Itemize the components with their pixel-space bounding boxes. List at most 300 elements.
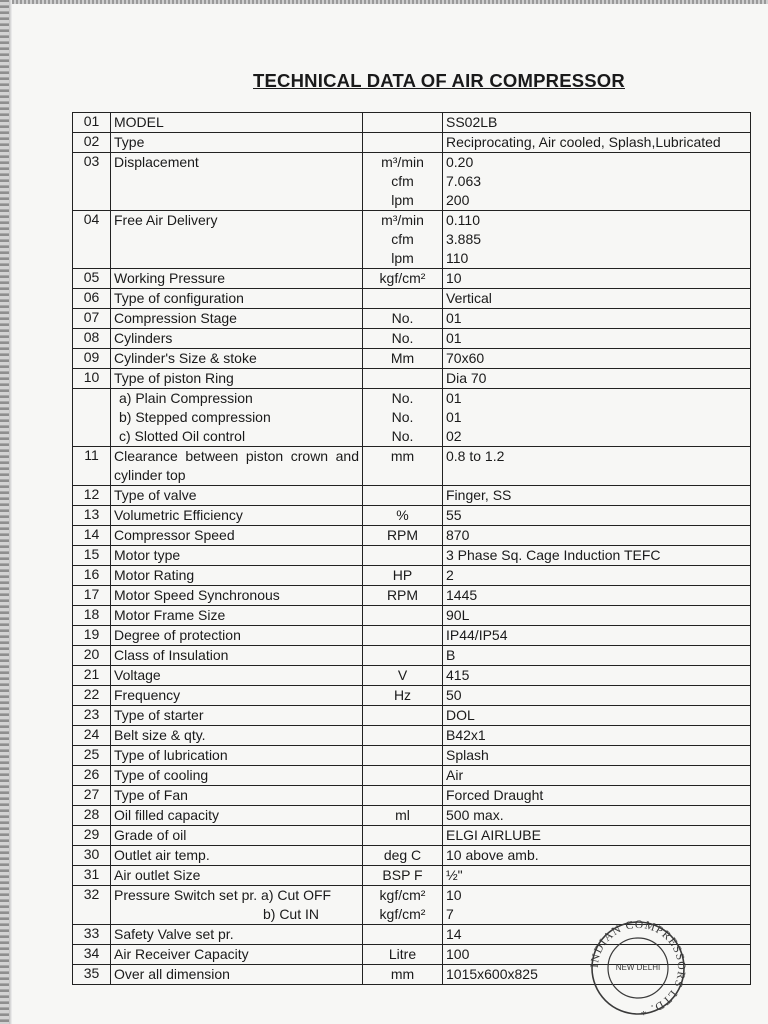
parameter-label: Type of valve [114, 487, 197, 503]
unit-cell [363, 666, 443, 686]
unit-cell [363, 309, 443, 329]
parameter-cell [111, 766, 363, 786]
row-number: 01 [73, 113, 111, 133]
row-number: 06 [73, 289, 111, 309]
row-number: 19 [73, 626, 111, 646]
parameter-cell [111, 846, 363, 866]
unit-cell [363, 886, 443, 925]
parameter-label: Volumetric Efficiency [114, 507, 243, 523]
table-row [73, 546, 751, 566]
parameter-label: Safety Valve set pr. [114, 926, 234, 942]
unit-label: RPM [386, 587, 419, 603]
unit-cell [363, 606, 443, 626]
row-number: 10 [73, 369, 111, 389]
row-number: 22 [73, 686, 111, 706]
value-text: 200 [446, 192, 470, 208]
unit-cell [363, 646, 443, 666]
table-row [73, 666, 751, 686]
value-text: Dia 70 [446, 370, 487, 386]
row-number: 23 [73, 706, 111, 726]
parameter-label: Air outlet Size [114, 867, 201, 883]
parameter-label: Type of Fan [114, 787, 188, 803]
unit-cell [363, 586, 443, 606]
row-number: 33 [73, 925, 111, 945]
value-text: 10 [446, 887, 462, 903]
table-row [73, 269, 751, 289]
value-text: 870 [446, 527, 470, 543]
table-row [73, 586, 751, 606]
table-row [73, 369, 751, 389]
value-cell [443, 586, 751, 606]
value-text: IP44/IP54 [446, 627, 508, 643]
table-row [73, 289, 751, 309]
unit-cell [363, 153, 443, 211]
table-row [73, 726, 751, 746]
parameter-label: Cylinder's Size & stoke [114, 350, 257, 366]
document-title: TECHNICAL DATA OF AIR COMPRESSOR [253, 70, 625, 91]
value-cell [443, 526, 751, 546]
row-number: 11 [73, 447, 111, 486]
table-row [73, 486, 751, 506]
value-cell [443, 806, 751, 826]
parameter-cell [111, 826, 363, 846]
value-text: 0.110 [446, 212, 480, 228]
unit-label: No. [391, 390, 414, 406]
parameter-label: Type of lubrication [114, 747, 228, 763]
value-text: 415 [446, 667, 470, 683]
row-number: 05 [73, 269, 111, 289]
table-row [73, 866, 751, 886]
parameter-cell [111, 153, 363, 211]
value-text: 01 [446, 390, 462, 406]
parameter-cell [111, 329, 363, 349]
value-cell [443, 486, 751, 506]
row-number: 12 [73, 486, 111, 506]
value-text: 02 [446, 428, 462, 444]
unit-cell [363, 447, 443, 486]
value-text: 3 Phase Sq. Cage Induction TEFC [446, 547, 661, 563]
row-number: 16 [73, 566, 111, 586]
value-text: Vertical [446, 290, 492, 306]
parameter-cell [111, 606, 363, 626]
value-cell [443, 846, 751, 866]
value-cell [443, 447, 751, 486]
table-row [73, 133, 751, 153]
parameter-label: b) Cut IN [262, 906, 319, 922]
unit-cell [363, 566, 443, 586]
unit-label: lpm [391, 250, 414, 266]
value-cell [443, 349, 751, 369]
parameter-label: Type of cooling [114, 767, 209, 783]
unit-label [366, 369, 439, 388]
parameter-cell [111, 945, 363, 965]
unit-label [366, 546, 439, 565]
row-number: 07 [73, 309, 111, 329]
parameter-cell [111, 886, 363, 925]
value-text: 01 [446, 409, 462, 425]
unit-cell [363, 329, 443, 349]
table-row [73, 349, 751, 369]
parameter-cell [111, 586, 363, 606]
unit-label: lpm [391, 192, 414, 208]
table-row [73, 646, 751, 666]
value-text: 1445 [446, 587, 478, 603]
parameter-label: Voltage [114, 667, 161, 683]
unit-label: No. [391, 310, 414, 326]
unit-label: kgf/cm² [379, 270, 426, 286]
unit-label: Hz [393, 687, 412, 703]
value-cell [443, 133, 751, 153]
unit-label: No. [391, 330, 414, 346]
unit-label [366, 606, 439, 625]
parameter-cell [111, 666, 363, 686]
table-row [73, 766, 751, 786]
table-row [73, 746, 751, 766]
value-text: 7 [446, 906, 454, 922]
value-cell [443, 686, 751, 706]
row-number: 24 [73, 726, 111, 746]
value-text: Forced Draught [446, 787, 544, 803]
unit-label [366, 726, 439, 745]
unit-cell [363, 526, 443, 546]
parameter-cell [111, 211, 363, 269]
value-cell [443, 666, 751, 686]
table-row [73, 211, 751, 269]
unit-label: m³/min [381, 212, 424, 228]
unit-label: ml [395, 807, 410, 823]
value-cell [443, 153, 751, 211]
row-number: 09 [73, 349, 111, 369]
unit-label [366, 706, 439, 725]
unit-cell [363, 626, 443, 646]
unit-cell [363, 113, 443, 133]
unit-cell [363, 289, 443, 309]
row-number: 25 [73, 746, 111, 766]
unit-label: HP [392, 567, 413, 583]
unit-cell [363, 546, 443, 566]
table-row [73, 566, 751, 586]
unit-label: kgf/cm² [379, 887, 426, 903]
scan-edge-left [0, 0, 9, 1024]
unit-cell [363, 925, 443, 945]
parameter-cell [111, 349, 363, 369]
value-text: Air [446, 767, 464, 783]
row-number: 08 [73, 329, 111, 349]
value-text: 1015x600x825 [446, 966, 538, 982]
row-number: 31 [73, 866, 111, 886]
value-cell [443, 269, 751, 289]
value-text: ELGI AIRLUBE [446, 827, 541, 843]
unit-cell [363, 349, 443, 369]
scan-edge-shadow [9, 0, 12, 1024]
parameter-label: Class of Insulation [114, 647, 229, 663]
row-number: 32 [73, 886, 111, 925]
parameter-cell [111, 706, 363, 726]
value-text: 110 [446, 250, 469, 266]
value-cell [443, 626, 751, 646]
unit-cell [363, 866, 443, 886]
unit-label: V [397, 667, 408, 683]
value-cell [443, 786, 751, 806]
parameter-cell [111, 269, 363, 289]
parameter-cell [111, 726, 363, 746]
value-text: 90L [446, 607, 470, 623]
unit-cell [363, 786, 443, 806]
unit-label [366, 113, 439, 132]
unit-label: deg C [383, 847, 422, 863]
parameter-cell [111, 686, 363, 706]
value-text: 55 [446, 507, 462, 523]
parameter-cell [111, 486, 363, 506]
parameter-cell [111, 389, 363, 447]
row-number: 34 [73, 945, 111, 965]
unit-label [366, 766, 439, 785]
row-number: 02 [73, 133, 111, 153]
parameter-label: Compression Stage [114, 310, 237, 326]
table-row [73, 447, 751, 486]
parameter-label: Oil filled capacity [114, 807, 220, 823]
table-row [73, 506, 751, 526]
unit-cell [363, 706, 443, 726]
parameter-label: Belt size & qty. [114, 727, 206, 743]
value-cell [443, 566, 751, 586]
unit-label: mm [390, 966, 415, 982]
value-cell [443, 546, 751, 566]
parameter-cell [111, 646, 363, 666]
value-text: 500 max. [446, 807, 504, 823]
value-text: ½" [446, 867, 463, 883]
unit-cell [363, 369, 443, 389]
value-cell [443, 606, 751, 626]
unit-label: Mm [390, 350, 415, 366]
parameter-cell [111, 113, 363, 133]
unit-label [366, 925, 439, 944]
parameter-cell [111, 566, 363, 586]
parameter-cell [111, 965, 363, 985]
table-row [73, 309, 751, 329]
parameter-cell [111, 369, 363, 389]
unit-label: RPM [386, 527, 419, 543]
unit-label: mm [390, 448, 415, 464]
value-text: 70x60 [446, 350, 485, 366]
row-number: 18 [73, 606, 111, 626]
value-text: DOL [446, 707, 475, 723]
parameter-cell [111, 626, 363, 646]
parameter-label: Clearance between piston crown and cylinder top [114, 448, 359, 483]
unit-label: cfm [391, 231, 414, 247]
row-number: 15 [73, 546, 111, 566]
unit-cell [363, 766, 443, 786]
value-cell [443, 211, 751, 269]
parameter-label: Working Pressure [114, 270, 226, 286]
unit-cell [363, 211, 443, 269]
unit-label: No. [391, 409, 414, 425]
unit-cell [363, 506, 443, 526]
unit-cell [363, 965, 443, 985]
unit-cell [363, 486, 443, 506]
unit-cell [363, 826, 443, 846]
unit-label [366, 646, 439, 665]
parameter-label: Motor Speed Synchronous [114, 587, 280, 603]
value-cell [443, 826, 751, 846]
table-row [73, 806, 751, 826]
row-number: 21 [73, 666, 111, 686]
row-number: 04 [73, 211, 111, 269]
parameter-cell [111, 746, 363, 766]
parameter-label: Air Receiver Capacity [114, 946, 249, 962]
parameter-label: Displacement [114, 154, 199, 170]
value-text: 10 [446, 270, 462, 286]
value-text: 0.20 [446, 154, 474, 170]
parameter-label: Type [114, 134, 145, 150]
parameter-label: Frequency [114, 687, 181, 703]
unit-cell [363, 389, 443, 447]
unit-cell [363, 806, 443, 826]
table-row [73, 626, 751, 646]
unit-label: Litre [388, 946, 417, 962]
unit-label [366, 746, 439, 765]
value-cell [443, 766, 751, 786]
value-text: 14 [446, 926, 462, 942]
table-row [73, 329, 751, 349]
parameter-cell [111, 546, 363, 566]
unit-cell [363, 846, 443, 866]
unit-label [366, 133, 439, 152]
table-row [73, 706, 751, 726]
svg-text:INDIAN COMPRESSORS LTD. *: INDIAN COMPRESSORS LTD. * [588, 918, 688, 1018]
value-text: 3.885 [446, 231, 482, 247]
unit-label [366, 786, 439, 805]
value-cell [443, 309, 751, 329]
parameter-cell [111, 447, 363, 486]
table-row [73, 846, 751, 866]
row-number: 14 [73, 526, 111, 546]
table-row [73, 526, 751, 546]
parameter-label: Degree of protection [114, 627, 241, 643]
value-text: 50 [446, 687, 462, 703]
parameter-cell [111, 526, 363, 546]
parameter-cell [111, 925, 363, 945]
parameter-cell [111, 786, 363, 806]
value-text: 2 [446, 567, 454, 583]
value-cell [443, 866, 751, 886]
parameter-label: Pressure Switch set pr. a) Cut OFF [114, 887, 332, 903]
row-number: 13 [73, 506, 111, 526]
table-row [73, 826, 751, 846]
value-text: Splash [446, 747, 489, 763]
unit-label [366, 486, 439, 505]
parameter-label: Compressor Speed [114, 527, 235, 543]
technical-data-table [72, 112, 751, 985]
value-cell [443, 706, 751, 726]
unit-cell [363, 133, 443, 153]
parameter-cell [111, 506, 363, 526]
parameter-cell [111, 133, 363, 153]
parameter-label: Cylinders [114, 330, 173, 346]
value-text: SS02LB [446, 114, 498, 130]
row-number: 17 [73, 586, 111, 606]
parameter-cell [111, 806, 363, 826]
parameter-cell [111, 289, 363, 309]
value-text: 01 [446, 310, 462, 326]
value-cell [443, 389, 751, 447]
value-cell [443, 289, 751, 309]
unit-label: No. [391, 428, 414, 444]
value-text: 0.8 to 1.2 [446, 448, 505, 464]
table-row [73, 113, 751, 133]
unit-label: cfm [391, 173, 414, 189]
value-text: Reciprocating, Air cooled, Splash,Lubricated [446, 134, 721, 150]
unit-cell [363, 726, 443, 746]
value-text: Finger, SS [446, 487, 512, 503]
parameter-label: Motor Frame Size [114, 607, 226, 623]
svg-text:NEW DELHI: NEW DELHI [615, 963, 661, 972]
table-row [73, 153, 751, 211]
parameter-label: c) Slotted Oil control [119, 428, 246, 444]
parameter-label: Type of starter [114, 707, 204, 723]
unit-label [366, 626, 439, 645]
value-text: 10 above amb. [446, 847, 539, 863]
table-row [73, 606, 751, 626]
value-cell [443, 726, 751, 746]
value-cell [443, 746, 751, 766]
unit-label: BSP F [382, 867, 423, 883]
value-text: 7.063 [446, 173, 482, 189]
parameter-label: Outlet air temp. [114, 847, 210, 863]
scan-edge-top [0, 0, 768, 4]
table-row [73, 389, 751, 447]
parameter-label: Grade of oil [114, 827, 187, 843]
row-number: 27 [73, 786, 111, 806]
row-number [73, 389, 111, 447]
table-row [73, 786, 751, 806]
unit-label: m³/min [381, 154, 424, 170]
unit-cell [363, 945, 443, 965]
value-cell [443, 506, 751, 526]
value-cell [443, 113, 751, 133]
row-number: 35 [73, 965, 111, 985]
value-text: B42x1 [446, 727, 486, 743]
parameter-label: Over all dimension [114, 966, 230, 982]
value-cell [443, 329, 751, 349]
unit-label [366, 289, 439, 308]
value-cell [443, 369, 751, 389]
parameter-label: Type of piston Ring [114, 370, 234, 386]
row-number: 30 [73, 846, 111, 866]
row-number: 03 [73, 153, 111, 211]
row-number: 20 [73, 646, 111, 666]
unit-cell [363, 269, 443, 289]
value-cell [443, 646, 751, 666]
unit-label: % [396, 507, 409, 523]
parameter-label: b) Stepped compression [119, 409, 271, 425]
row-number: 28 [73, 806, 111, 826]
parameter-cell [111, 309, 363, 329]
parameter-label: Type of configuration [114, 290, 244, 306]
table-row [73, 686, 751, 706]
parameter-label: Free Air Delivery [114, 212, 218, 228]
row-number: 26 [73, 766, 111, 786]
value-text: 01 [446, 330, 462, 346]
value-text: B [446, 647, 456, 663]
unit-cell [363, 686, 443, 706]
value-text: 100 [446, 946, 470, 962]
unit-cell [363, 746, 443, 766]
company-seal-stamp [578, 918, 698, 1018]
parameter-label: MODEL [114, 114, 164, 130]
parameter-label: a) Plain Compression [119, 390, 253, 406]
row-number: 29 [73, 826, 111, 846]
